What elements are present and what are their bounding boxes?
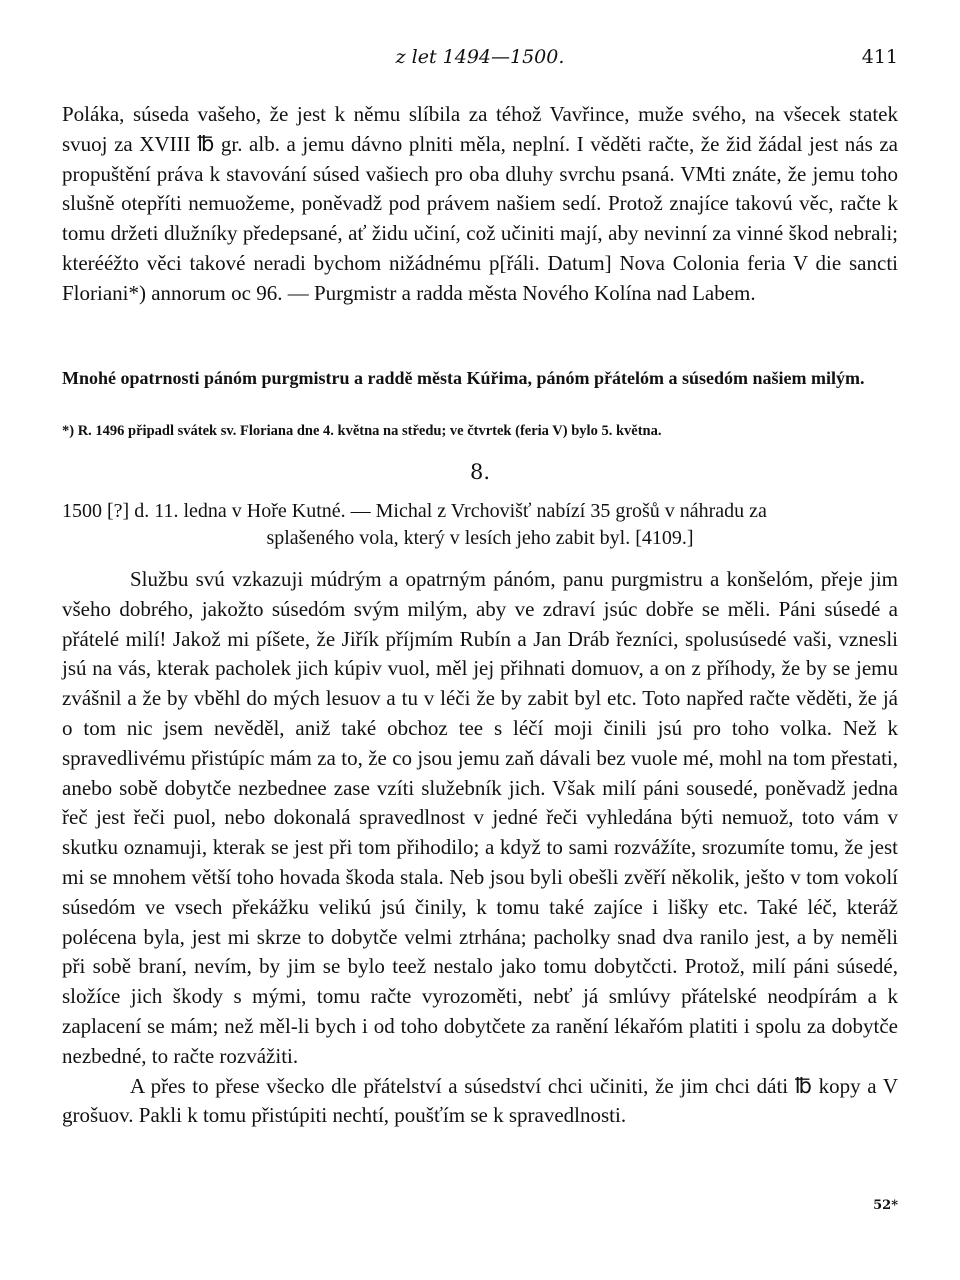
continuation-paragraph: Poláka, súseda vašeho, že jest k němu slíbila za téhož Vavřince, muže svého, na všecek statek svuoj za XVIII ℔ gr. alb. a jemu dávno plniti měla, neplní. I věděti račte, že žid žádal jest nás za propuštění práva k stavování súsed vašiech pro oba dluhy svrchu psaná. VMti znáte, že jemu toho slušně otepříti nemuožeme, poněvadž pod právem našiem sedí. Protož znajíce takovú věc, račte k tomu držeti dlužníky předepsané, ať židu učiní, což učiniti mají, aby nevinní za vinné škod nebrali; kterééžto věci takové neradi bychom nižádnému p[řáli. Datum] Nova Colonia feria V die sancti Floriani*) annorum oc 96. — Purgmistr a radda města Nového Kolína nad Labem. <box>62 102 898 305</box>
heading-line-1: 1500 [?] d. 11. ledna v Hoře Kutné. — Michal z Vrchovišť nabízí 35 grošů v náhradu za <box>62 500 767 522</box>
body-paragraph-1: Službu svú vzkazuji múdrým a opatrným pánóm, panu purgmistru a konšelóm, přeje jim všeho dobrého, jakožto súsedóm svým milým, aby ve zdraví jsúc dobře se měli. Páni súsedé a přátelé milí! Jakož mi píšete, že Jiřík příjmím Rubín a Jan Dráb řezníci, spolusúsedé vaši, vznesli jsú na vás, kterak pacholek jich kúpiv vuol, měl jej přihnati domuov, a on z příhody, že by se jemu zvášnil a že by vběhl do mých lesuov a tu v léči že by zabit byl etc. Toto napřed račte věděti, že já o tom nic jsem nevěděl, aniž také obchoz tee s léčí moji činili jsú pro toho volka. Než k spravedlivému přistúpíc mám za to, že co jsou jemu zaň dávali bez vuole mé, mohl na tom přestati, anebo sobě dobytče nezbednee zase vzíti služebník jich. Však milí páni sousedé, poněvadž jedna řeč jest řeči puol, nebo dokonalá spravedlnost v jedné řeči vyhledána býti nemuož, toto vám v skutku oznamuji, kterak se jest při tom přihodilo; a když to sami rozvážíte, srozumíte tomu, že jest mi se mnohem větší toho hovada škoda stala. Neb jsou byli obešli zvěří několik, ješto v tom vokolí súsedóm ve vsech překážku velikú jsú činily, k tomu také zajíce i lišky etc. Také léč, kteráž polécena byla, jest mi skrze to dobytče velmi ztrhána; pacholky snad dva ranilo jest, a by neměli při sobě braní, nevím, by jim se bylo teež nestalo jako tomu dobytčcti. Protož, milí páni súsedé, složíce jich škody s mými, tomu račte vyrozoměti, nebť já smlúvy přátelské neodpírám a k zaplacení se mám; než měl-li bych i od toho dobytčete za ranění lékařóm platiti i spolu za dobytče nezbedné, to račte rozvážiti. <box>62 567 898 1068</box>
continuation-text <box>62 100 898 309</box>
page-number: 411 <box>861 46 898 68</box>
heading-line-2: splašeného vola, který v lesích jeho zabit byl. [4109.] <box>266 527 694 549</box>
footnote-text: *) R. 1496 připadl svátek sv. Floriana dne 4. května na středu; ve čtvrtek (feria V) bylo 5. května. <box>62 423 662 439</box>
footnote <box>62 422 898 440</box>
body-paragraph-2: A přes to přese všecko dle přátelství a súsedství chci učiniti, že jim chci dáti ℔ kopy a V grošuov. Pakli k tomu přistúpiti nechtí, poušťím se k spravedlnosti. <box>62 1073 898 1128</box>
document-number: 8. <box>469 460 491 484</box>
letter-address <box>62 367 898 390</box>
document-heading <box>62 498 898 552</box>
page-header <box>0 46 960 76</box>
signature-mark: 52* <box>873 1198 898 1213</box>
document-body <box>62 565 898 1131</box>
address-paragraph: Mnohé opatrnosti pánóm purgmistru a raddě města Kúřima, pánóm přátelóm a súsedóm našiem milým. <box>62 368 865 388</box>
running-title: z let 1494—1500. <box>395 46 565 68</box>
